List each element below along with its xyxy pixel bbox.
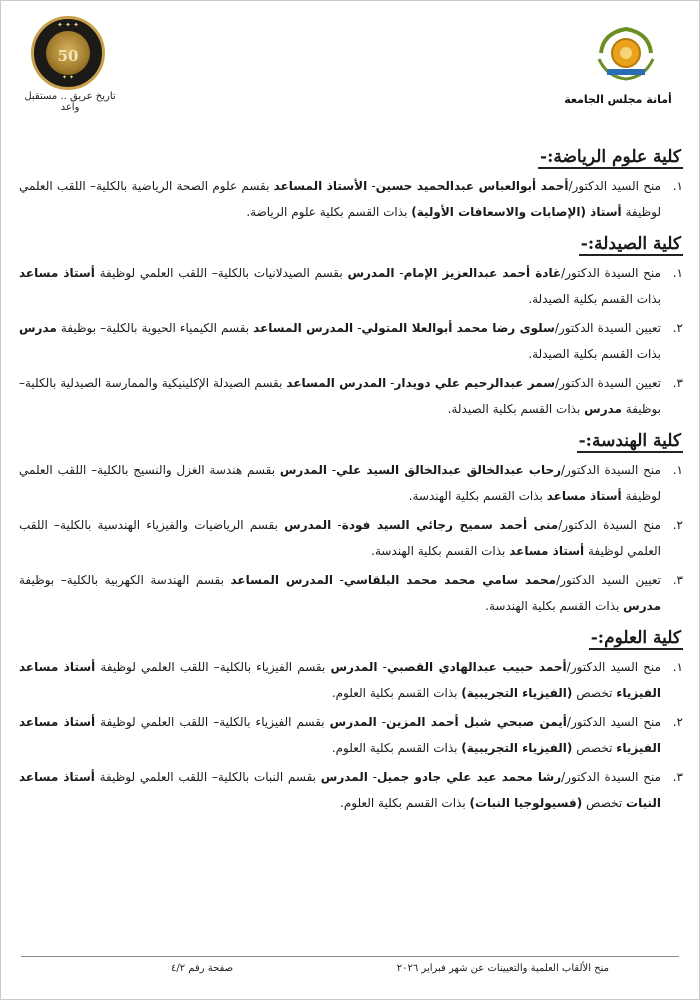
text-run: - [367,770,377,784]
emphasized-text: أستاذ مساعد الفيزياء [19,660,661,700]
text-run: - [386,376,395,390]
emphasized-text: أستاذ مساعد [509,544,585,558]
emphasized-text: المدرس [347,266,395,280]
item-number: ١. [672,660,683,674]
text-run: بقسم الفيزياء بالكلية– اللقب العلمي لوظيفة [95,715,330,729]
text-run: منح السيدة الدكتور/ [561,770,661,784]
decision-item [19,512,683,564]
text-run: بذات القسم بكلية الصيدلة. [528,292,661,306]
footer-divider [21,956,679,957]
text-run: بذات القسم بكلية الهندسة. [485,599,624,613]
text-run: تعيين السيدة الدكتور/ [554,321,662,335]
logo-anniversary-number: 50 [57,47,79,65]
text-run: منح السيدة الدكتور/ [558,518,661,532]
emphasized-text: المدرس [320,770,368,784]
text-run: منح السيدة الدكتور/ [561,463,661,477]
emphasized-text: أستاذ مساعد النبات [19,770,661,810]
item-text [19,654,661,706]
item-number: ١. [672,179,683,193]
text-run: بقسم الرياضيات والفيزياء الهندسية بالكلية– اللقب العلمي لوظيفة [19,518,661,558]
item-text [19,512,661,564]
item-number: ١. [672,266,683,280]
section-title: كلية علوم الرياضة:- [540,147,681,167]
decision-item [19,173,683,225]
decisions-content [19,141,683,819]
emphasized-text: المدرس المساعد [286,376,387,390]
emphasized-text: مدرس [584,402,622,416]
item-text [19,709,661,761]
decision-item [19,567,683,619]
text-run: تخصص [572,686,617,700]
emphasized-text: الأستاذ المساعد [273,179,368,193]
text-run: بقسم الصيدلانيات بالكلية– اللقب العلمي لوظيفة [94,266,348,280]
emphasized-text: أستاذ مساعد [546,489,622,503]
emphasized-text: مدرس [19,321,57,335]
decision-item [19,315,683,367]
emphasized-text: المدرس [279,463,327,477]
text-run: بذات القسم بكلية الهندسة. [408,489,547,503]
item-number: ٣. [672,770,683,784]
text-run: تخصص [582,796,627,810]
text-run: بذات القسم بكلية العلوم. [331,741,462,755]
item-text [19,173,661,225]
logo-ring-text-bottom: ✦ ✦ [62,74,74,81]
text-run: بذات القسم بكلية العلوم. [340,796,470,810]
emphasized-text: أستاذ (الإصابات والاسعافات الأولية) [411,205,622,219]
item-text [19,315,661,367]
text-run: منح السيد الدكتور/ [566,660,661,674]
council-secretariat-label: أمانة مجلس الجامعة [564,93,672,106]
section-title: كلية العلوم:- [590,628,681,648]
text-run: بذات القسم بكلية علوم الرياضة. [246,205,412,219]
emphasized-text: المدرس المساعد [230,573,333,587]
emphasized-text: (فسيولوجيا النبات) [469,796,583,810]
text-run: بقسم الهندسة الكهربية بالكلية– بوظيفة [19,573,231,587]
text-run: بذات القسم بكلية الهندسة. [371,544,510,558]
text-run: منح السيد الدكتور/ [568,179,662,193]
section-title: كلية الصيدلة:- [580,234,681,254]
emphasized-text: أستاذ مساعد [19,266,95,280]
text-run: بقسم علوم الصحة الرياضية بالكلية– اللقب العلمي لوظيفة [19,179,661,219]
emphasized-text: المدرس [329,715,377,729]
text-run: - [376,715,387,729]
emphasized-text: رشا محمد عيد علي جادو جميل [376,770,562,784]
text-run: تخصص [572,741,617,755]
text-run: منح السيدة الدكتور/ [561,266,661,280]
text-run: - [353,321,362,335]
decision-item [19,457,683,509]
item-text [19,370,661,422]
item-number: ٢. [672,321,683,335]
text-run: بذات القسم بكلية الصيدلة. [447,402,585,416]
item-text [19,567,661,619]
emphasized-text: المدرس [284,518,332,532]
item-text [19,260,661,312]
emphasized-text: محمد سامي محمد محمد البلقاسي [343,573,557,587]
item-number: ٢. [672,715,683,729]
decision-item [19,764,683,816]
text-run: بقسم النبات بالكلية– اللقب العلمي لوظيفة [94,770,321,784]
emphasized-text: رحاب عبدالخالق عبدالخالق السيد علي [336,463,562,477]
emphasized-text: أحمد أبوالعباس عبدالحميد حسين [375,179,569,193]
university-seal [593,23,659,83]
page-number: صفحة رقم ٤/٢ [171,963,234,974]
text-run: تعيين السيدة الدكتور/ [555,376,661,390]
section-title: كلية الهندسة:- [578,431,681,451]
text-run: بذات القسم بكلية العلوم. [331,686,462,700]
text-run: - [331,518,342,532]
decision-item [19,709,683,761]
emphasized-text: المدرس [330,660,378,674]
footer-title: منح الألقاب العلمية والتعيينات عن شهر فبراير ٢٠٢٦ [396,963,609,974]
emphasized-text: سمر عبدالرحيم علي دويدار [394,376,556,390]
item-number: ٣. [672,376,683,390]
logo-caption: تاريخ عريق .. مستقبل واعد [24,91,116,113]
text-run: منح السيد الدكتور/ [566,715,662,729]
emphasized-text: أيمن صبحي شبل أحمد المزين [386,715,567,729]
text-run: - [394,266,404,280]
anniversary-logo [31,16,105,90]
decision-item [19,260,683,312]
emphasized-text: أحمد حبيب عبدالهادي القصبي [386,660,567,674]
text-run: - [377,660,387,674]
item-number: ١. [672,463,683,477]
decision-item [19,370,683,422]
emphasized-text: مدرس [623,599,661,613]
text-run: بقسم الكيمياء الحيوية بالكلية– بوظيفة [56,321,254,335]
item-text [19,764,661,816]
text-run: بقسم هندسة الغزل والنسيج بالكلية– اللقب العلمي لوظيفة [19,463,661,503]
item-number: ٢. [672,518,683,532]
item-text [19,457,661,509]
text-run: - [367,179,376,193]
emphasized-text: سلوى رضا محمد أبوالعلا المتولي [361,321,555,335]
emphasized-text: غادة أحمد عبدالعزيز الإمام [403,266,562,280]
text-run: تعيين السيد الدكتور/ [556,573,661,587]
text-run: - [326,463,337,477]
text-run: - [333,573,344,587]
text-run: بذات القسم بكلية الصيدلة. [528,347,661,361]
decision-item [19,654,683,706]
logo-ring-text: ✦ ✦ ✦ [56,21,80,29]
item-number: ٣. [672,573,683,587]
emphasized-text: (الفيزياء التجريبية) [461,686,573,700]
emphasized-text: منى أحمد سميح رجائي السيد فودة [341,518,559,532]
emphasized-text: أستاذ مساعد الفيزياء [19,715,661,755]
emphasized-text: المدرس المساعد [253,321,354,335]
text-run: بقسم الصيدلة الإكلينيكية والممارسة الصيدلية بالكلية– بوظيفة [19,376,661,416]
emphasized-text: (الفيزياء التجريبية) [461,741,573,755]
text-run: بقسم الفيزياء بالكلية– اللقب العلمي لوظيفة [95,660,331,674]
